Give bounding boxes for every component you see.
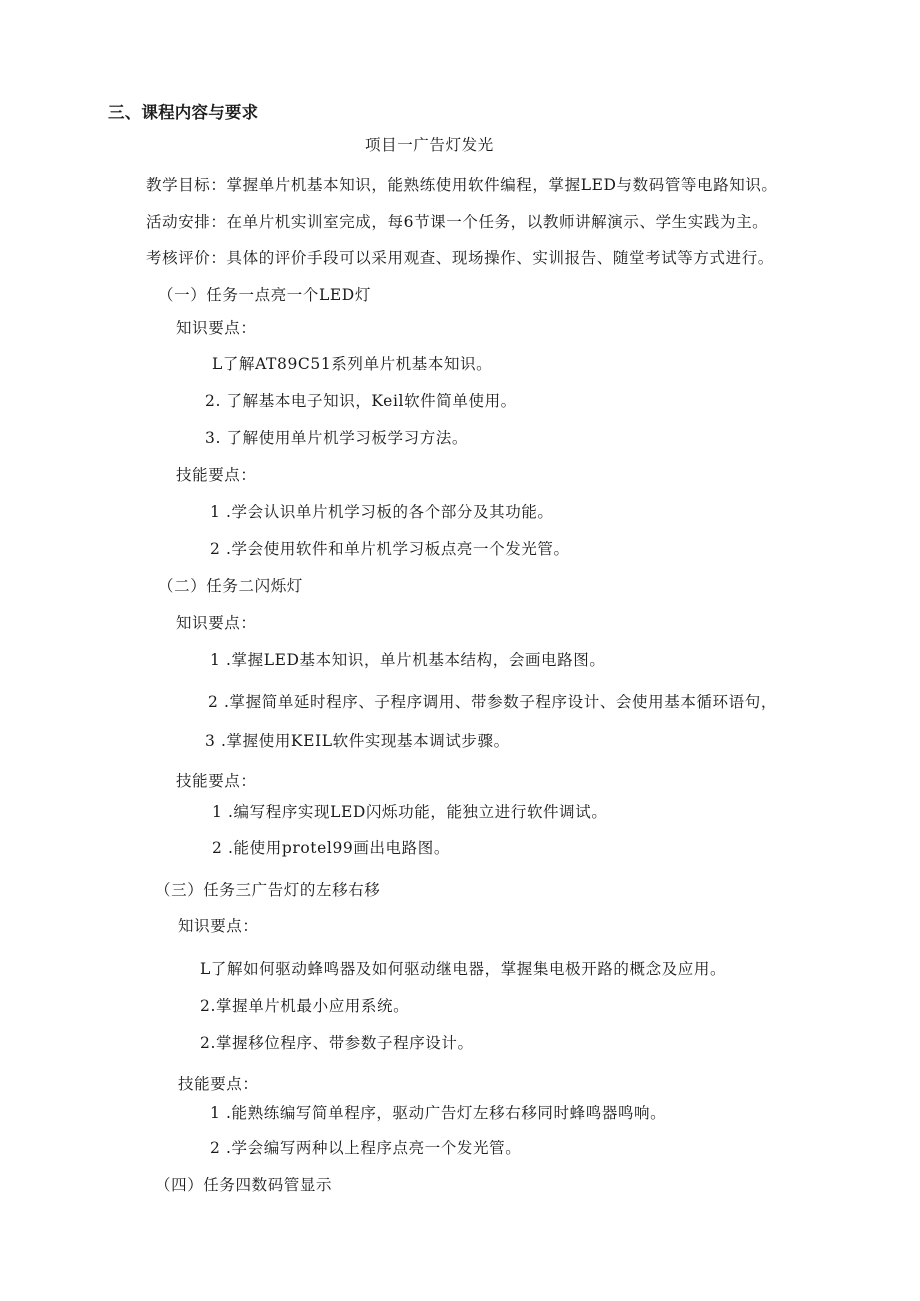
task2-knowledge-item: 3 .掌握使用KEIL软件实现基本调试步骤。 xyxy=(205,732,510,750)
task3-knowledge-item: 2.掌握移位程序、带参数子程序设计。 xyxy=(200,1034,474,1052)
activity-arrangement: 活动安排：在单片机实训室完成，每6节课一个任务，以教师讲解演示、学生实践为主。 xyxy=(146,213,769,231)
task1-knowledge-label: 知识要点： xyxy=(176,319,257,337)
project-title: 项目一广告灯发光 xyxy=(365,136,494,154)
task2-skill-item: 1 .编写程序实现LED闪烁功能，能独立进行软件调试。 xyxy=(212,803,608,821)
task1-skill-label: 技能要点： xyxy=(176,466,257,484)
task4-title: （四）任务四数码管显示 xyxy=(155,1176,333,1194)
task2-knowledge-item: 1 .掌握LED基本知识，单片机基本结构，会画电路图。 xyxy=(210,651,606,669)
task3-skill-label: 技能要点： xyxy=(178,1075,259,1093)
task1-knowledge-item: 2. 了解基本电子知识，Keil软件简单使用。 xyxy=(205,392,517,410)
task3-skill-item: 2 .学会编写两种以上程序点亮一个发光管。 xyxy=(210,1139,522,1157)
task1-skill-item: 2 .学会使用软件和单片机学习板点亮一个发光管。 xyxy=(210,540,570,558)
task2-skill-item: 2 .能使用protel99画出电路图。 xyxy=(212,839,450,857)
task2-knowledge-item: 2 .掌握简单延时程序、子程序调用、带参数子程序设计、会使用基本循环语句， xyxy=(208,693,777,711)
task3-knowledge-label: 知识要点： xyxy=(178,917,259,935)
task3-knowledge-item: 2.掌握单片机最小应用系统。 xyxy=(200,997,410,1015)
task1-title: （一）任务一点亮一个LED灯 xyxy=(158,286,371,304)
task1-skill-item: 1 .学会认识单片机学习板的各个部分及其功能。 xyxy=(210,503,554,521)
task3-knowledge-item: L了解如何驱动蜂鸣器及如何驱动继电器，掌握集电极开路的概念及应用。 xyxy=(200,960,727,978)
assessment: 考核评价：具体的评价手段可以采用观查、现场操作、实训报告、随堂考试等方式进行。 xyxy=(146,249,774,267)
section-heading: 三、课程内容与要求 xyxy=(108,103,259,122)
task2-title: （二）任务二闪烁灯 xyxy=(158,577,303,595)
task1-knowledge-item: 3. 了解使用单片机学习板学习方法。 xyxy=(205,429,469,447)
task3-title: （三）任务三广告灯的左移右移 xyxy=(155,881,381,899)
teaching-goal: 教学目标：掌握单片机基本知识，能熟练使用软件编程，掌握LED与数码管等电路知识。 xyxy=(146,176,778,194)
task2-skill-label: 技能要点： xyxy=(176,772,257,790)
task1-knowledge-item: L了解AT89C51系列单片机基本知识。 xyxy=(212,355,493,373)
task2-knowledge-label: 知识要点： xyxy=(176,614,257,632)
task3-skill-item: 1 .能熟练编写简单程序，驱动广告灯左移右移同时蜂鸣器鸣响。 xyxy=(210,1104,667,1122)
